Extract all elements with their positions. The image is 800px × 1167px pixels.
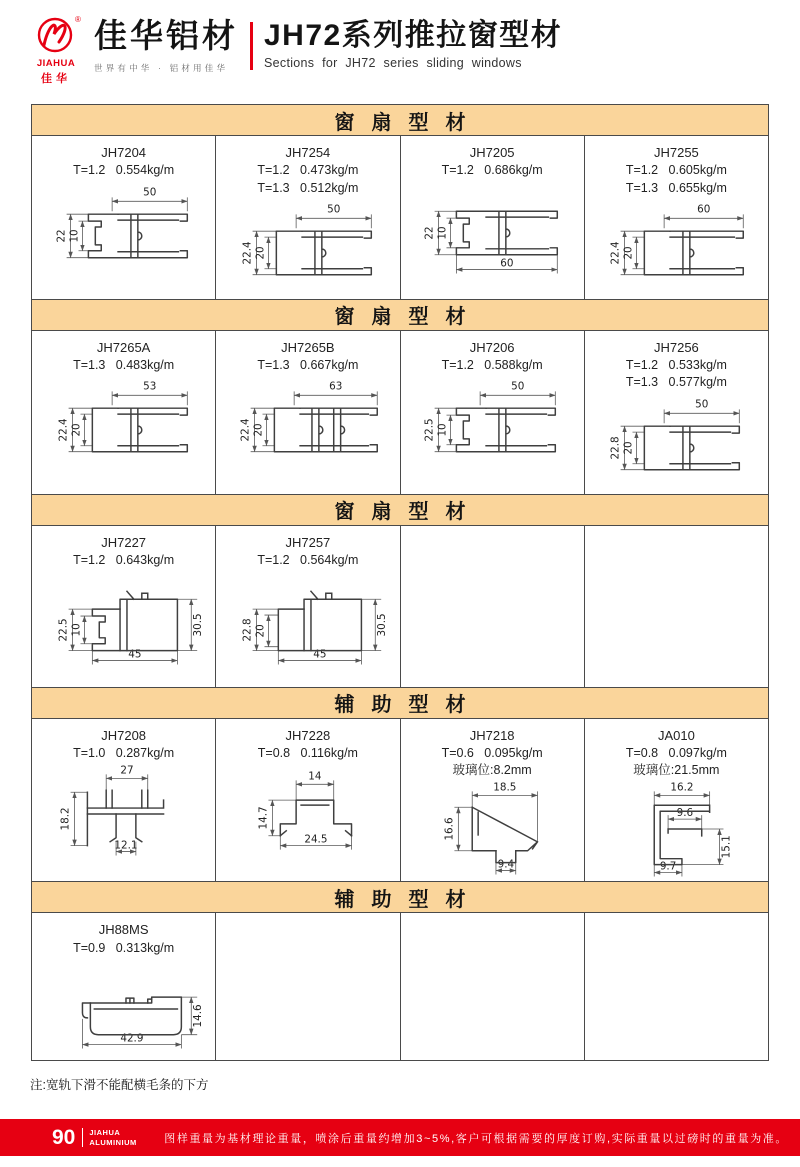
empty-cell <box>401 913 585 1060</box>
spec-label: T=1.0 0.287kg/m <box>73 745 175 760</box>
brand-logo <box>26 14 86 86</box>
profile-table <box>31 104 769 1061</box>
model-label: JH7254 <box>285 145 331 160</box>
section-band-3 <box>32 494 768 526</box>
dim-label-top: 27 <box>119 764 134 777</box>
profile-drawing <box>33 374 215 476</box>
dim-label-left: 22.4 <box>57 418 70 442</box>
dim-label-top: 60 <box>697 203 711 216</box>
dim-label-left: 22.4 <box>239 418 252 442</box>
profile-row-1 <box>32 136 768 299</box>
svg-text:®: ® <box>75 15 81 24</box>
profile-cell-jh7228 <box>216 719 400 882</box>
spec-label: T=1.2 0.686kg/m <box>441 163 543 178</box>
profile-row-4 <box>32 719 768 882</box>
model-label: JH7265B <box>281 339 335 355</box>
dim-label-left: 22.5 <box>57 618 70 642</box>
profile-cell-jh7265a <box>32 331 216 494</box>
spec-label: T=1.2 0.564kg/m <box>257 552 359 567</box>
dim-label-right: 30.5 <box>191 613 204 637</box>
profile-drawing <box>33 957 215 1057</box>
model-label: JH7228 <box>285 727 331 743</box>
profile-cell-jh88ms <box>32 913 216 1060</box>
header-divider <box>250 22 253 70</box>
spec-label: T=0.6 0.095kg/m <box>441 745 543 760</box>
dim-label-top: 63 <box>328 380 343 393</box>
model-label: JH88MS <box>98 922 149 938</box>
dim-label-bottom: 42.9 <box>119 1032 144 1045</box>
dim-label-left: 14.7 <box>257 806 270 830</box>
dim-label-inner: 9.6 <box>677 807 694 820</box>
series-title: JH72系列推拉窗型材 <box>264 19 563 52</box>
profile-cell-jh7227 <box>32 526 216 687</box>
profile-drawing <box>401 779 583 879</box>
jiahua-logo-icon <box>30 14 82 58</box>
band-title: 窗扇型材 <box>334 306 483 329</box>
profile-drawing <box>217 374 399 476</box>
spec-label: T=1.3 0.667kg/m <box>257 358 359 372</box>
spec-label: T=1.3 0.655kg/m <box>625 180 727 195</box>
company-slogan: 世界有中华 · 铝材用佳华 <box>94 62 229 73</box>
profile-cell-jh7255 <box>585 136 768 299</box>
dim-label-top: 50 <box>511 380 525 393</box>
dim-label-bottom: 45 <box>127 648 142 661</box>
profile-cell-jh7265b <box>216 331 400 494</box>
spec-label: T=1.3 0.512kg/m <box>257 180 359 195</box>
dim-label-bottom: 60 <box>500 257 514 270</box>
model-label: JH7208 <box>101 727 147 743</box>
dim-label-inner: 20 <box>252 423 265 437</box>
dim-label-bottom: 45 <box>313 648 327 661</box>
dim-label-inner: 20 <box>622 440 635 455</box>
dim-label-inner: 10 <box>436 423 449 437</box>
spec-label: T=1.3 0.483kg/m <box>73 358 175 372</box>
section-band-5 <box>32 881 768 913</box>
dim-label-top: 50 <box>142 185 156 198</box>
profile-drawing <box>585 779 767 881</box>
dim-label-right: 14.6 <box>191 1004 204 1028</box>
dim-label-left: 22.5 <box>423 418 436 442</box>
dim-label-inner: 10 <box>436 225 449 240</box>
section-band-1 <box>32 105 768 136</box>
page-header <box>26 14 800 86</box>
profile-drawing <box>217 569 399 671</box>
model-label: JH7255 <box>653 145 699 160</box>
spec-label: 玻璃位:21.5mm <box>633 763 720 777</box>
band-title: 辅助型材 <box>334 694 483 716</box>
profile-cell-jh7205 <box>401 136 585 299</box>
dim-label-left: 22 <box>423 225 436 240</box>
company-block <box>94 14 238 74</box>
dim-label-left: 16.6 <box>443 817 456 841</box>
dim-label-left: 22.4 <box>610 241 623 265</box>
model-label: JA010 <box>657 727 695 743</box>
model-label: JH7218 <box>469 727 515 743</box>
model-label: JH7227 <box>101 534 147 550</box>
model-label: JH7256 <box>653 339 699 355</box>
profile-row-2 <box>32 331 768 494</box>
band-title: 辅助型材 <box>334 888 483 911</box>
footer-notice: 图样重量为基材理论重量，喷涂后重量约增加3~5%,客户可根据需要的厚度订购,实际重量以过磅时的重量为准。 <box>164 1132 788 1145</box>
spec-label: T=1.2 0.473kg/m <box>257 163 359 178</box>
profile-drawing <box>401 374 583 476</box>
empty-cell <box>401 526 585 687</box>
profile-row-3 <box>32 526 768 687</box>
footer-brand-top: JIAHUA <box>89 1127 121 1137</box>
dim-label-right: 30.5 <box>376 613 389 637</box>
profile-cell-ja010 <box>585 719 768 882</box>
dim-label-inner: 10 <box>70 623 83 637</box>
spec-label: T=1.2 0.605kg/m <box>625 163 727 178</box>
dim-label-bottom: 9.7 <box>660 860 677 873</box>
band-title: 窗扇型材 <box>334 501 483 523</box>
company-name: 佳华铝材 <box>94 17 238 54</box>
dim-label-left: 18.2 <box>59 807 72 831</box>
dim-label-inner: 20 <box>70 423 83 437</box>
footer-brand-bottom: ALUMINIUM <box>89 1137 137 1147</box>
dim-label-top: 50 <box>695 397 709 410</box>
profile-drawing <box>217 197 399 299</box>
dim-label-inner: 10 <box>68 228 81 243</box>
dim-label-top: 14 <box>308 770 322 783</box>
band-title: 窗扇型材 <box>334 111 483 134</box>
dim-label-top: 18.5 <box>493 781 517 794</box>
dim-label-bottom: 9.4 <box>497 858 515 871</box>
spec-label: T=1.2 0.533kg/m <box>625 358 727 372</box>
page-number: 90 <box>52 1126 76 1149</box>
profile-drawing <box>33 180 215 282</box>
spec-label: T=1.2 0.554kg/m <box>73 163 175 178</box>
dim-label-top: 53 <box>142 380 156 393</box>
profile-cell-jh7254 <box>216 136 400 299</box>
series-block <box>264 19 562 70</box>
profile-cell-jh7257 <box>216 526 400 687</box>
profile-cell-jh7218 <box>401 719 585 882</box>
profile-row-5 <box>32 913 768 1060</box>
footnote: 注:宽轨下滑不能配横毛条的下方 <box>30 1078 209 1092</box>
section-band-4 <box>32 687 768 719</box>
dim-label-top: 50 <box>326 203 341 216</box>
dim-label-left: 22 <box>55 228 68 243</box>
dim-label-bottom: 12.1 <box>114 839 138 852</box>
spec-label: T=1.2 0.643kg/m <box>73 552 175 567</box>
footer-divider <box>82 1128 83 1147</box>
spec-label: T=1.2 0.588kg/m <box>441 358 543 372</box>
model-label: JH7204 <box>101 145 147 160</box>
section-band-2 <box>32 299 768 331</box>
dim-label-bottom: 24.5 <box>304 833 328 846</box>
model-label: JH7257 <box>285 534 331 550</box>
dim-label-inner: 20 <box>622 246 635 260</box>
empty-cell <box>216 913 400 1060</box>
footer-bar <box>0 1119 800 1156</box>
profile-drawing <box>33 569 215 671</box>
empty-cell <box>585 526 768 687</box>
model-label: JH7265A <box>96 339 151 355</box>
logo-text-cn: 佳华 <box>41 73 71 85</box>
profile-drawing <box>217 762 399 864</box>
profile-drawing <box>33 762 215 864</box>
profile-cell-jh7208 <box>32 719 216 882</box>
dim-label-left: 22.4 <box>241 241 254 265</box>
spec-label: T=0.9 0.313kg/m <box>73 940 175 955</box>
dim-label-right: 15.1 <box>720 835 733 859</box>
spec-label: T=1.3 0.577kg/m <box>625 375 727 390</box>
series-subtitle: Sections for JH72 series sliding windows <box>264 56 522 70</box>
spec-label: T=0.8 0.097kg/m <box>625 745 727 760</box>
empty-cell <box>585 913 768 1060</box>
dim-label-inner: 20 <box>254 246 267 260</box>
dim-label-left: 22.8 <box>241 618 254 642</box>
model-label: JH7205 <box>469 145 515 160</box>
model-label: JH7206 <box>469 339 515 355</box>
profile-cell-jh7256 <box>585 331 768 494</box>
spec-label: 玻璃位:8.2mm <box>452 763 532 777</box>
spec-label: T=0.8 0.116kg/m <box>257 745 358 760</box>
profile-drawing <box>585 392 767 494</box>
dim-label-left: 22.8 <box>610 435 623 460</box>
profile-cell-jh7206 <box>401 331 585 494</box>
profile-cell-jh7204 <box>32 136 216 299</box>
footer-brand <box>89 1128 136 1148</box>
profile-drawing <box>401 180 583 282</box>
logo-text-en: JIAHUA <box>36 58 76 69</box>
dim-label-inner: 20 <box>254 624 267 638</box>
dim-label-top: 16.2 <box>670 781 694 794</box>
profile-drawing <box>585 197 767 299</box>
